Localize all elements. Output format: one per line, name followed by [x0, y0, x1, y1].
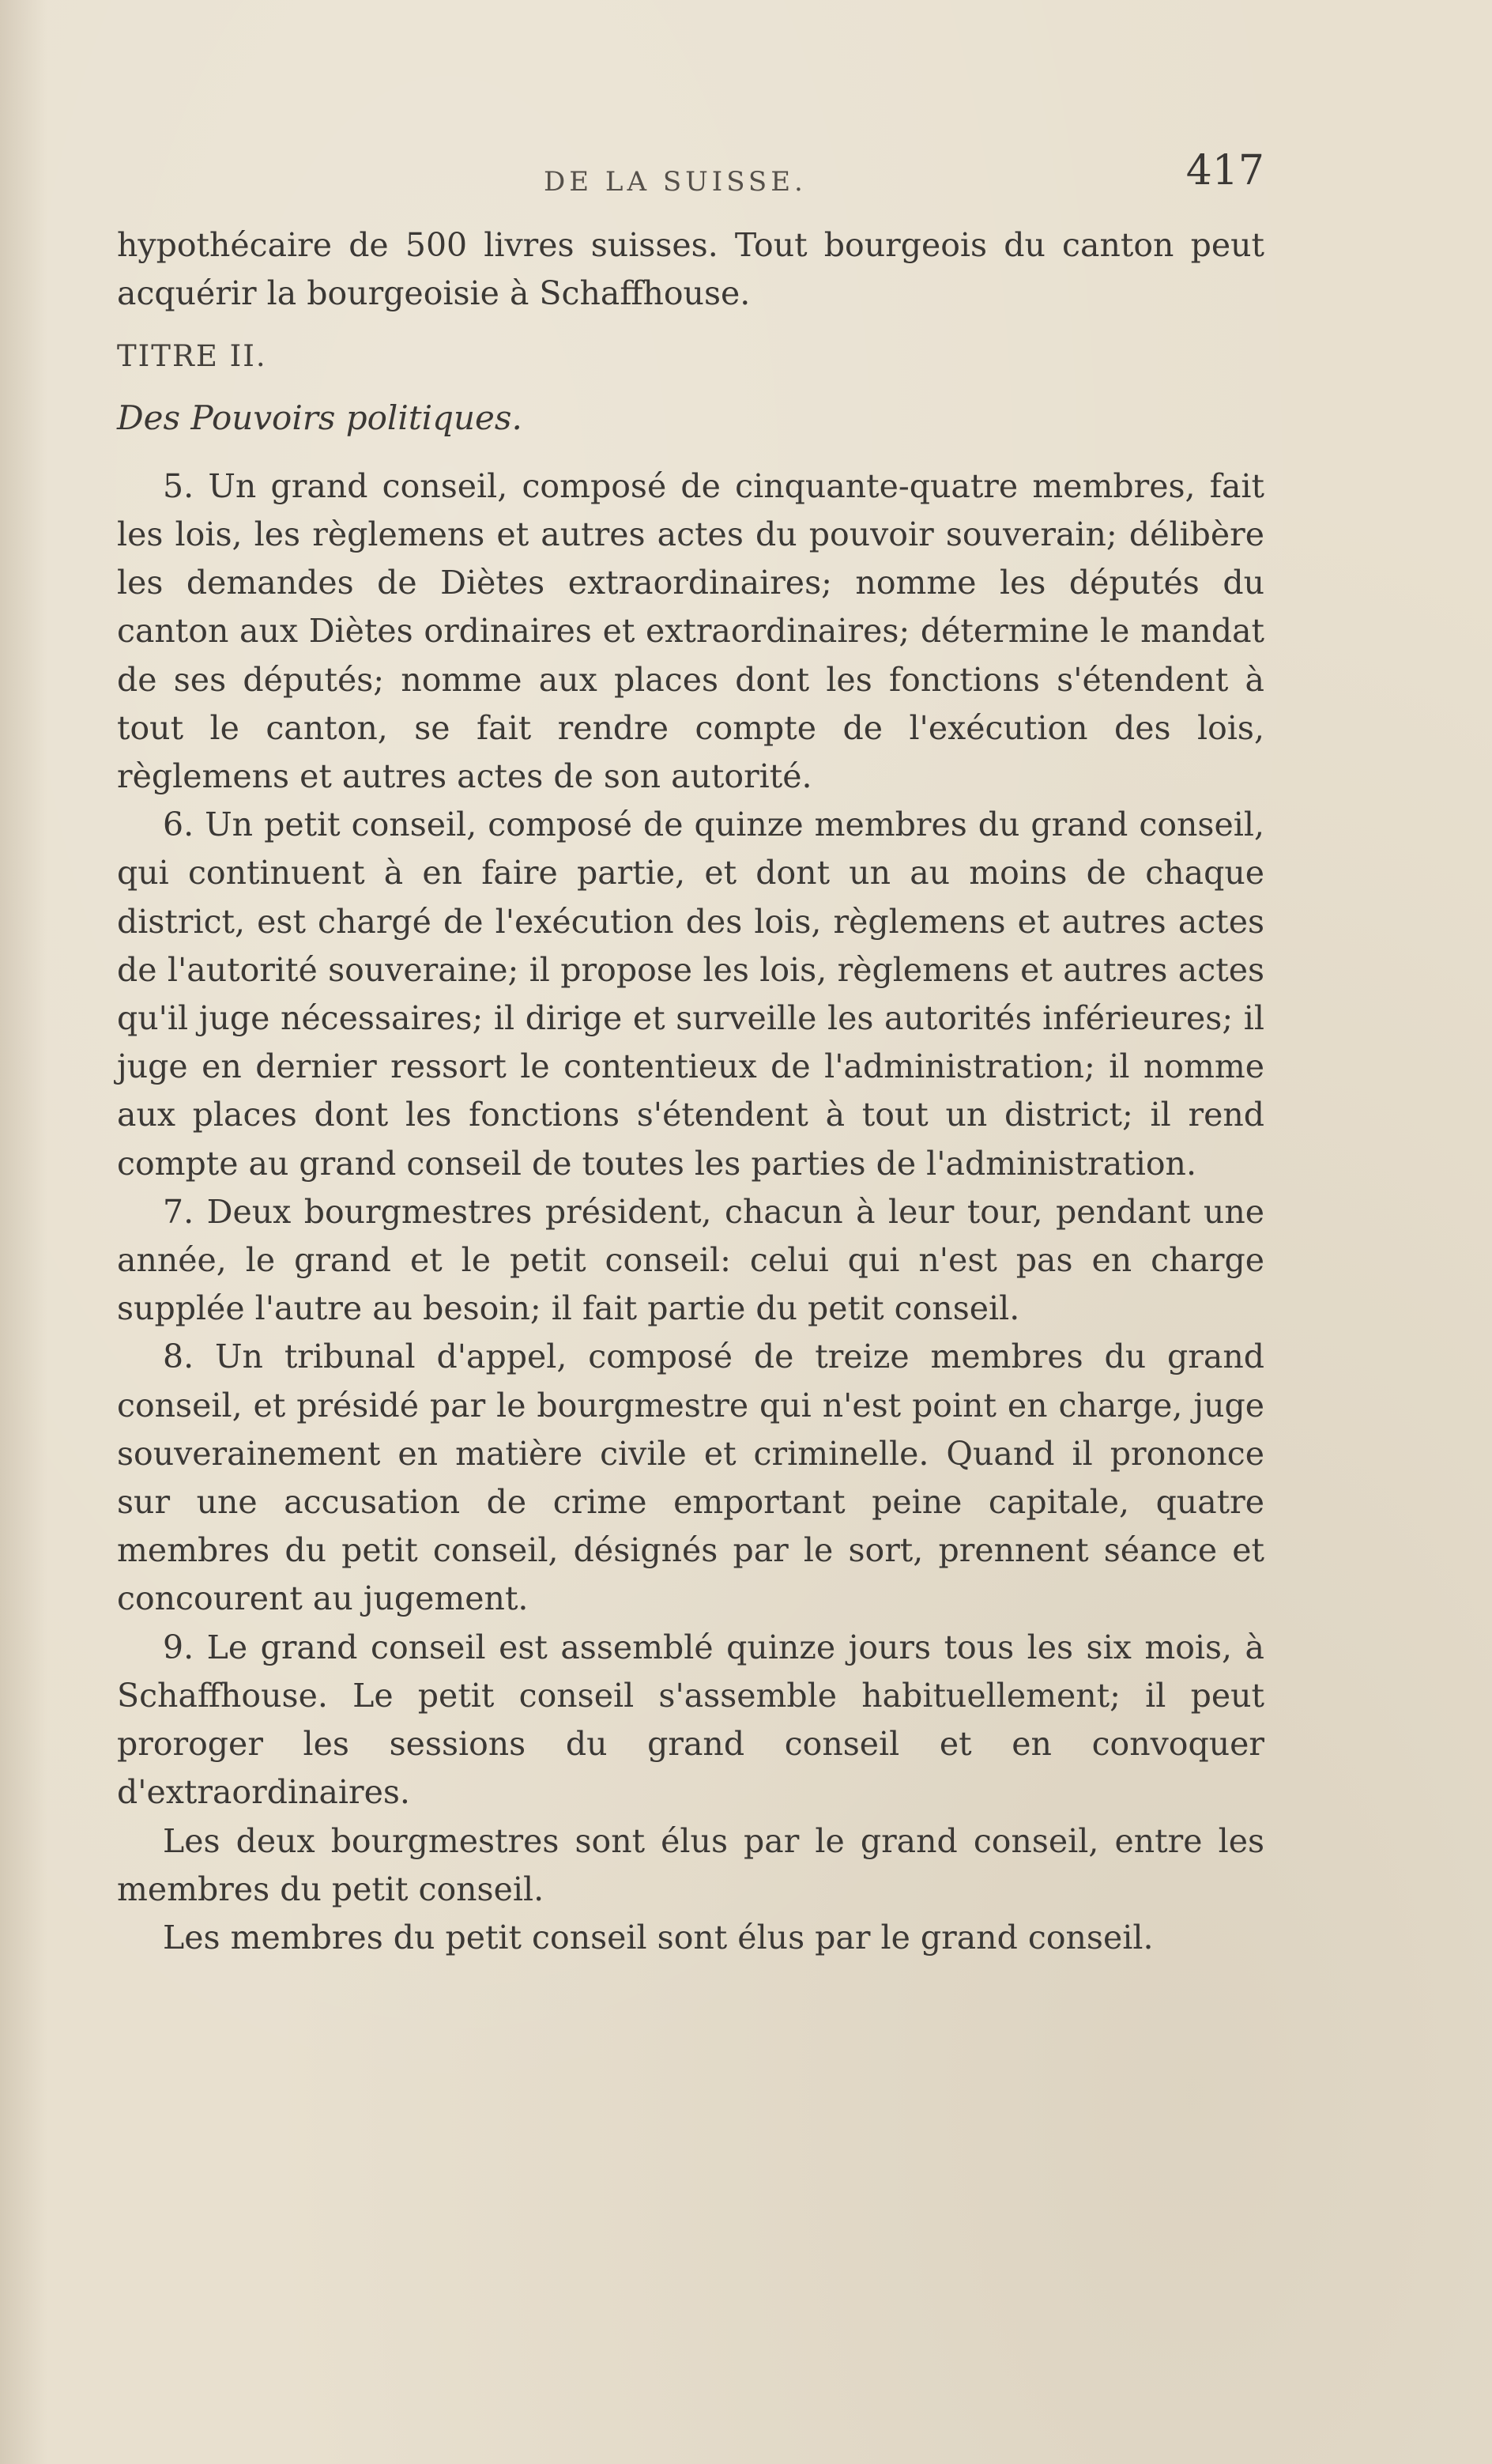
- running-head: [117, 147, 1264, 221]
- section-title: TITRE II.: [117, 339, 267, 374]
- article-5: 5. Un grand conseil, composé de cinquante-quatre membres, fait les lois, les règlemens et autres actes du pouvoir souverain; délibère les demandes de Diètes extraordinaires; nomme les députés du canton aux Diètes ordinaires et extraordinaires; détermine le mandat de ses députés; nomme aux places dont les fonctions s'étendent à tout le canton, se fait rendre compte de l'exécution des lois, règlemens et autres actes de son autorité.: [117, 466, 1264, 796]
- paragraph-bourgmestres-election: Les deux bourgmestres sont élus par le grand conseil, entre les membres du petit conseil.: [117, 1821, 1264, 1908]
- article-7: 7. Deux bourgmestres président, chacun à leur tour, pendant une année, le grand et le petit conseil: celui qui n'est pas en charge supplée l'autre au besoin; il fait partie du petit conseil.: [117, 1192, 1264, 1328]
- article-8: 8. Un tribunal d'appel, composé de treize membres du grand conseil, et présidé par le bourgmestre qui n'est point en charge, juge souverainement en matière civile et criminelle. Quand il prononce sur une accusation de crime emportant peine capitale, quatre membres du petit conseil, désignés par le sort, prennent séance et concourent au jugement.: [117, 1338, 1264, 1618]
- page-number: 417: [1185, 147, 1264, 194]
- article-9: 9. Le grand conseil est assemblé quinze jours tous les six mois, à Schaffhouse. Le petit conseil s'assemble habituellement; il peut proroger les sessions du grand conseil et en convoquer d'extraordinaires.: [117, 1628, 1264, 1812]
- running-title: DE LA SUISSE.: [544, 166, 807, 198]
- continued-paragraph: hypothécaire de 500 livres suisses. Tout bourgeois du canton peut acquérir la bourgeoisie à Schaffhouse.: [117, 226, 1264, 313]
- article-6: 6. Un petit conseil, composé de quinze membres du grand conseil, qui continuent à en faire partie, et dont un au moins de chaque district, est chargé de l'exécution des lois, règlemens et autres actes de l'autorité souveraine; il propose les lois, règlemens et autres actes qu'il juge nécessaires; il dirige et surveille les autorités inférieures; il juge en dernier ressort le contentieux de l'administration; il nomme aux places dont les fonctions s'étendent à tout un district; il rend compte au grand conseil de toutes les parties de l'administration.: [117, 806, 1264, 1183]
- page-text-block: [117, 142, 1264, 1962]
- section-subtitle: Des Pouvoirs politiques.: [117, 398, 522, 437]
- paragraph-petit-conseil-election: Les membres du petit conseil sont élus par le grand conseil.: [163, 1918, 1154, 1956]
